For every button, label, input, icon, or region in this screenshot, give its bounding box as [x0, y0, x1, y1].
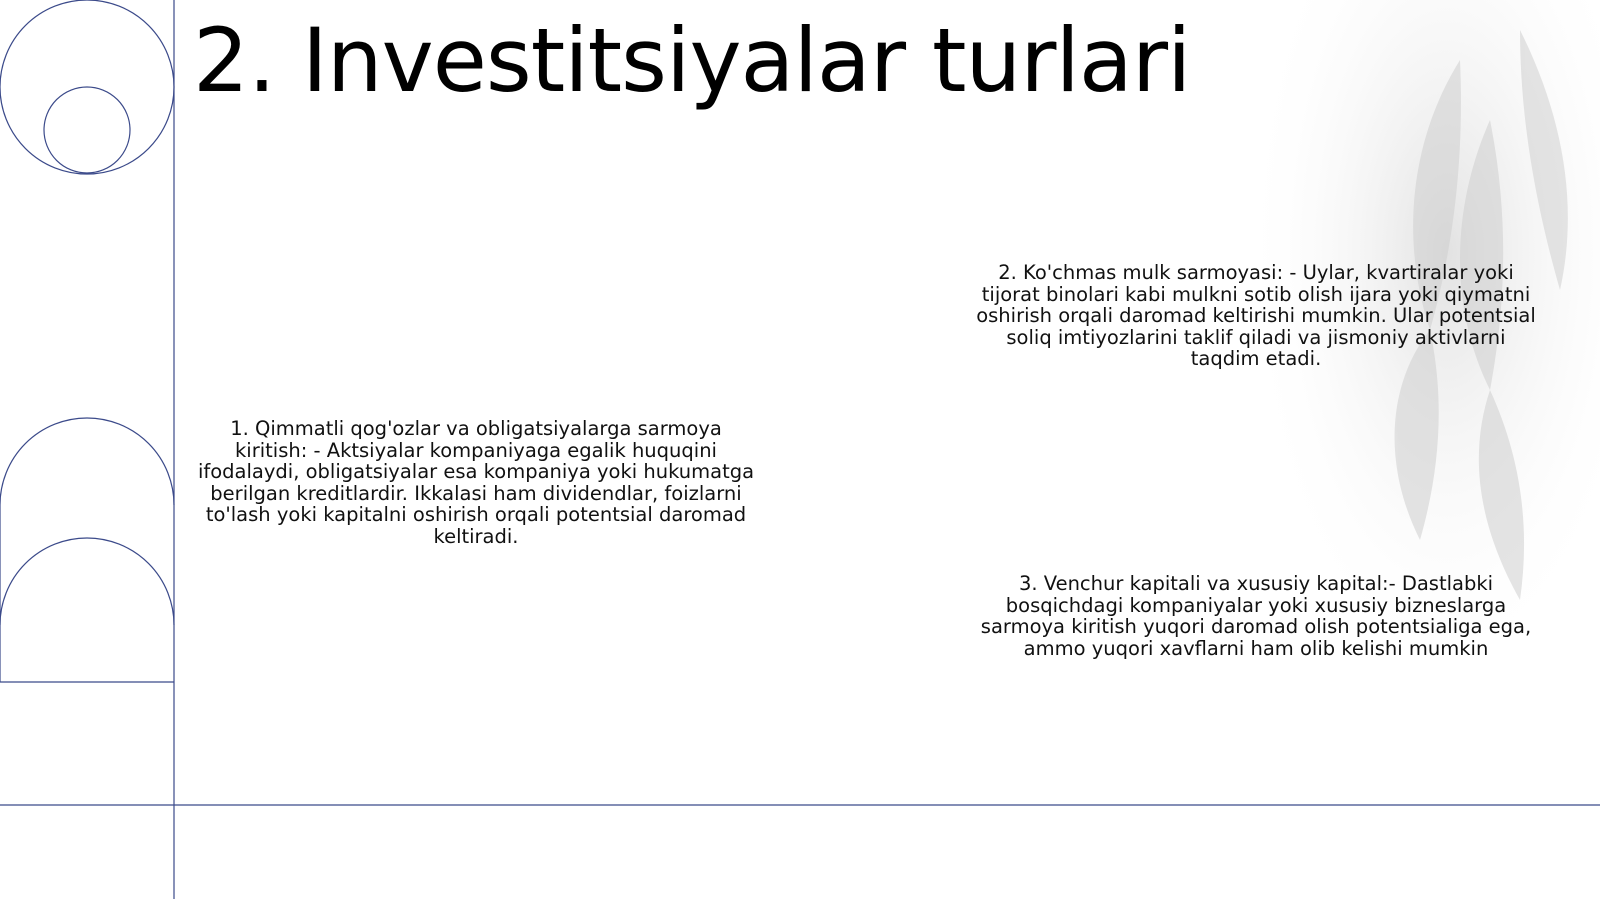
investment-type-venture-capital-text: 3. Venchur kapitali va xususiy kapital:- Dastlabki bosqichdagi kompaniyalar yoki xususiy bizneslarga sarmoya kiritish yuqori daromad olish potentsialiga ega, ammo yuqori xavflarni ham olib kelishi mumkin: [980, 572, 1532, 660]
investment-type-real-estate-text: 2. Ko'chmas mulk sarmoyasi: - Uylar, kvartiralar yoki tijorat binolari kabi mulkni sotib olish ijara yoki qiymatni oshirish orqali daromad keltirishi mumkin. Ular potentsial soliq imtiyozlarini taklif qiladi va jismoniy aktivlarni taqdim etadi.: [976, 261, 1536, 371]
investment-type-securities-text: 1. Qimmatli qog'ozlar va obligatsiyalarga sarmoya kiritish: - Aktsiyalar kompaniyaga egalik huquqini ifodalaydi, obligatsiyalar esa kompaniya yoki hukumatga berilgan kreditlardir. Ikkalasi ham dividendlar, foizlarni to'lash yoki kapitalni oshirish orqali potentsial daromad keltiradi.: [197, 417, 755, 548]
slide-title: 2. Investitsiyalar turlari: [193, 9, 1191, 112]
